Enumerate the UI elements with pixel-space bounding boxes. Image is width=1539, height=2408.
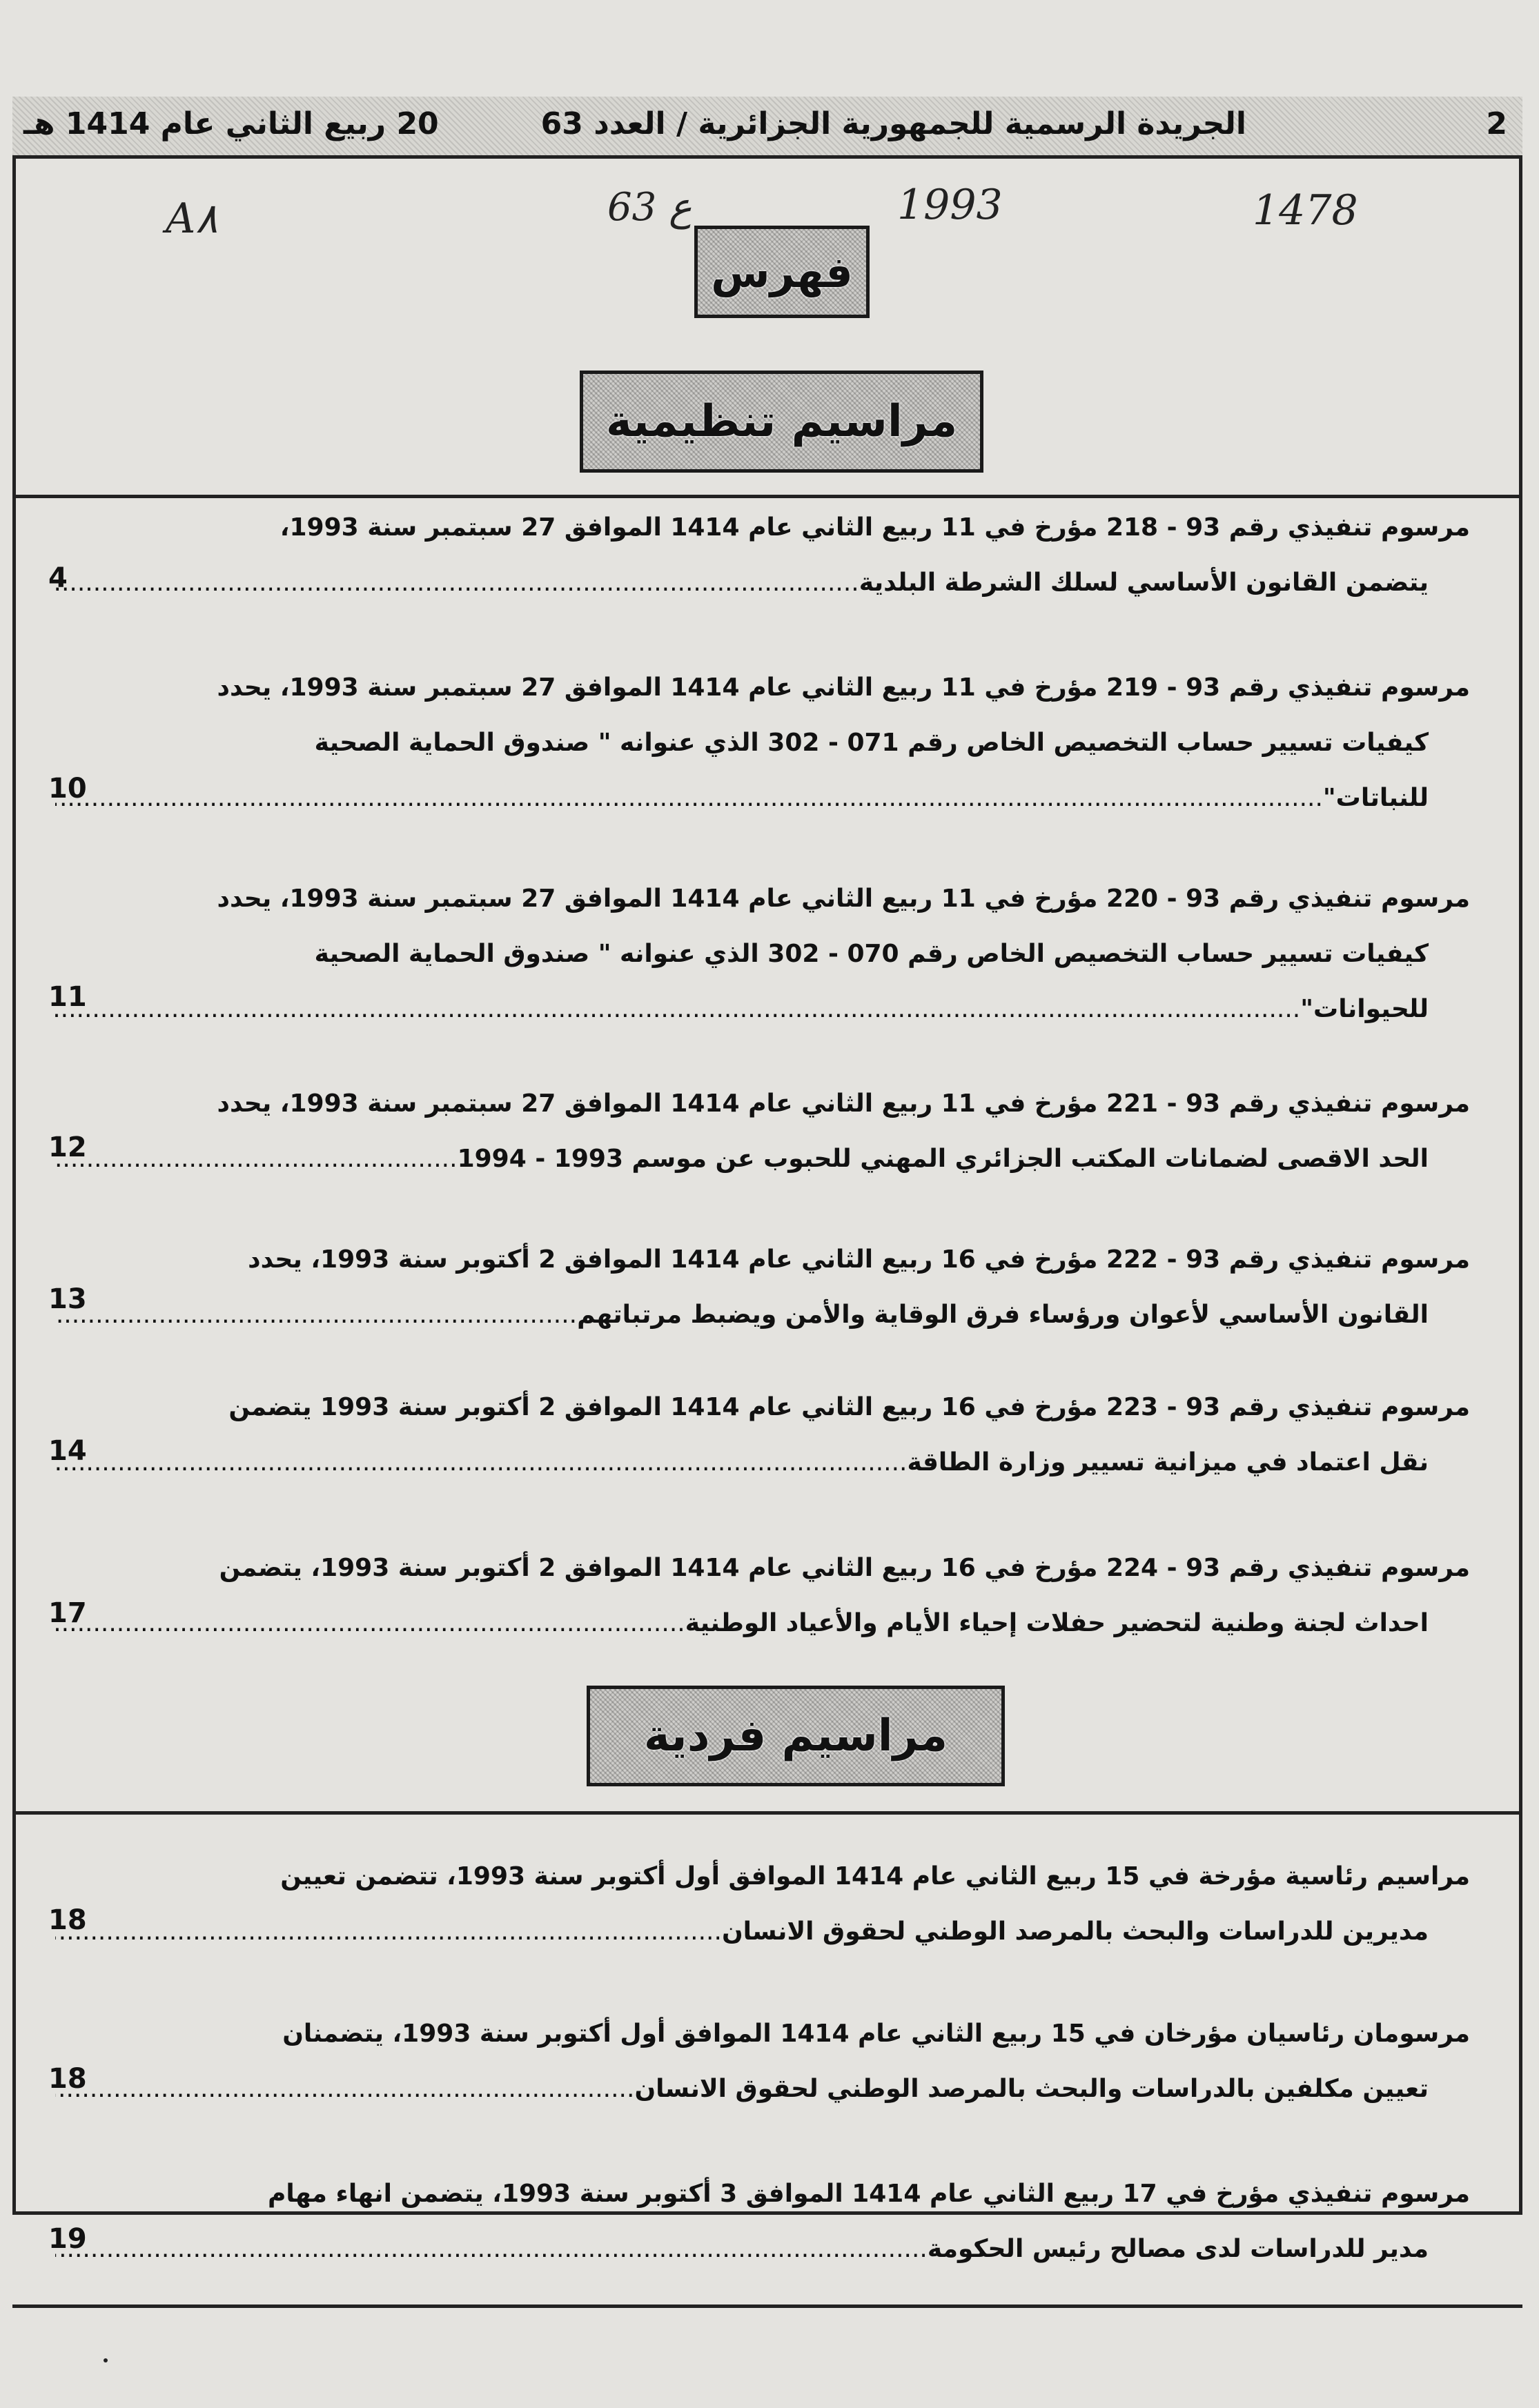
toc-entry xyxy=(55,2006,1470,2117)
handwritten-year: 1993 xyxy=(897,181,1003,229)
toc-entry xyxy=(55,2167,1470,2277)
entry-page-number: 10 xyxy=(48,773,87,805)
entry-line: للنباتات" ..... xyxy=(55,771,1470,826)
page-header xyxy=(12,97,1522,159)
toc-entry xyxy=(55,1541,1470,1651)
index-title-box xyxy=(694,226,870,318)
index-title: فهرس xyxy=(711,246,853,297)
entry-line: مديرين للدراسات والبحث بالمرصد الوطني لحقوق الانسان ..... xyxy=(55,1904,1470,1960)
toc-entry xyxy=(55,1380,1470,1490)
entry-page-number: 18 xyxy=(48,1904,87,1936)
page-number: 2 xyxy=(1486,106,1507,141)
section-divider xyxy=(15,1811,1520,1815)
entry-line: كيفيات تسيير حساب التخصيص الخاص رقم 070 - 302 الذي عنوانه " صندوق الحماية الصحية xyxy=(314,940,1429,968)
entry-line: تعيين مكلفين بالدراسات والبحث بالمرصد الوطني لحقوق الانسان ..... xyxy=(55,2062,1470,2117)
toc-entry xyxy=(55,500,1470,611)
speck-mark xyxy=(104,2358,108,2362)
entry-line: احداث لجنة وطنية لتحضير حفلات إحياء الأيام والأعياد الوطنية ..... xyxy=(55,1596,1470,1651)
toc-entry xyxy=(55,1849,1470,1960)
entry-page-number: 4 xyxy=(48,562,68,594)
entry-line: مرسوم تنفيذي مؤرخ في 17 ربيع الثاني عام 1414 الموافق 3 أكتوبر سنة 1993، يتضمن انهاء مهام xyxy=(267,2180,1470,2208)
handwritten-issue-note: 63 ع xyxy=(607,185,692,230)
entry-line: للحيوانات" ..... xyxy=(55,982,1470,1037)
entry-line: مدير للدراسات لدى مصالح رئيس الحكومة ..... xyxy=(55,2222,1470,2277)
entry-page-number: 14 xyxy=(48,1435,87,1467)
regulatory-decrees-title: مراسيم تنظيمية xyxy=(605,396,958,447)
issue-date: 20 ربيع الثاني عام 1414 هـ xyxy=(23,106,439,141)
entry-line: القانون الأساسي لأعوان ورؤساء فرق الوقاية والأمن ويضبط مرتباتهم ..... xyxy=(55,1287,1470,1343)
journal-title: الجريدة الرسمية للجمهورية الجزائرية / العدد 63 xyxy=(540,106,1246,141)
section-divider xyxy=(15,495,1520,498)
entry-line: مرسوم تنفيذي رقم 93 - 224 مؤرخ في 16 ربيع الثاني عام 1414 الموافق 2 أكتوبر سنة 1993، يتضمن xyxy=(219,1554,1470,1582)
individual-decrees-title: مراسيم فردية xyxy=(643,1710,948,1761)
entry-page-number: 13 xyxy=(48,1283,87,1315)
entry-line: مرسوم تنفيذي رقم 93 - 218 مؤرخ في 11 ربيع الثاني عام 1414 الموافق 27 سبتمبر سنة 1993، xyxy=(280,513,1470,542)
entry-line: كيفيات تسيير حساب التخصيص الخاص رقم 071 - 302 الذي عنوانه " صندوق الحماية الصحية xyxy=(314,729,1429,757)
handwritten-code: 1478 xyxy=(1253,186,1358,235)
toc-entry xyxy=(55,1076,1470,1187)
entry-line: مرسوم تنفيذي رقم 93 - 219 مؤرخ في 11 ربيع الثاني عام 1414 الموافق 27 سبتمبر سنة 1993، يحدد xyxy=(217,673,1470,702)
entry-line: يتضمن القانون الأساسي لسلك الشرطة البلدية ..... xyxy=(55,555,1470,611)
entry-line: مرسومان رئاسيان مؤرخان في 15 ربيع الثاني عام 1414 الموافق أول أكتوبر سنة 1993، يتضمنان xyxy=(282,2020,1470,2048)
entry-page-number: 11 xyxy=(48,981,87,1013)
toc-entry xyxy=(55,660,1470,826)
entry-page-number: 19 xyxy=(48,2223,87,2255)
bottom-rule xyxy=(12,2305,1522,2308)
entry-line: مرسوم تنفيذي رقم 93 - 222 مؤرخ في 16 ربيع الثاني عام 1414 الموافق 2 أكتوبر سنة 1993، يحدد xyxy=(248,1245,1470,1274)
entry-line: مرسوم تنفيذي رقم 93 - 221 مؤرخ في 11 ربيع الثاني عام 1414 الموافق 27 سبتمبر سنة 1993، يحدد xyxy=(217,1089,1470,1118)
toc-entry xyxy=(55,1232,1470,1343)
entry-page-number: 17 xyxy=(48,1597,87,1629)
individual-decrees-box xyxy=(587,1686,1005,1786)
entry-line: الحد الاقصى لضمانات المكتب الجزائري المهني للحبوب عن موسم 1993 - 1994 ..... xyxy=(55,1132,1470,1187)
entry-page-number: 12 xyxy=(48,1132,87,1163)
entry-line: نقل اعتماد في ميزانية تسيير وزارة الطاقة ..... xyxy=(55,1435,1470,1490)
entry-line: مراسيم رئاسية مؤرخة في 15 ربيع الثاني عام 1414 الموافق أول أكتوبر سنة 1993، تتضمن تعيين xyxy=(280,1862,1470,1891)
regulatory-decrees-box xyxy=(580,371,983,473)
entry-line: مرسوم تنفيذي رقم 93 - 223 مؤرخ في 16 ربيع الثاني عام 1414 الموافق 2 أكتوبر سنة 1993 يتضمن xyxy=(228,1393,1470,1421)
toc-entry xyxy=(55,871,1470,1037)
entry-line: مرسوم تنفيذي رقم 93 - 220 مؤرخ في 11 ربيع الثاني عام 1414 الموافق 27 سبتمبر سنة 1993، يحدد xyxy=(217,885,1470,913)
entry-page-number: 18 xyxy=(48,2063,87,2095)
handwritten-left-note: A٨ xyxy=(166,195,218,243)
